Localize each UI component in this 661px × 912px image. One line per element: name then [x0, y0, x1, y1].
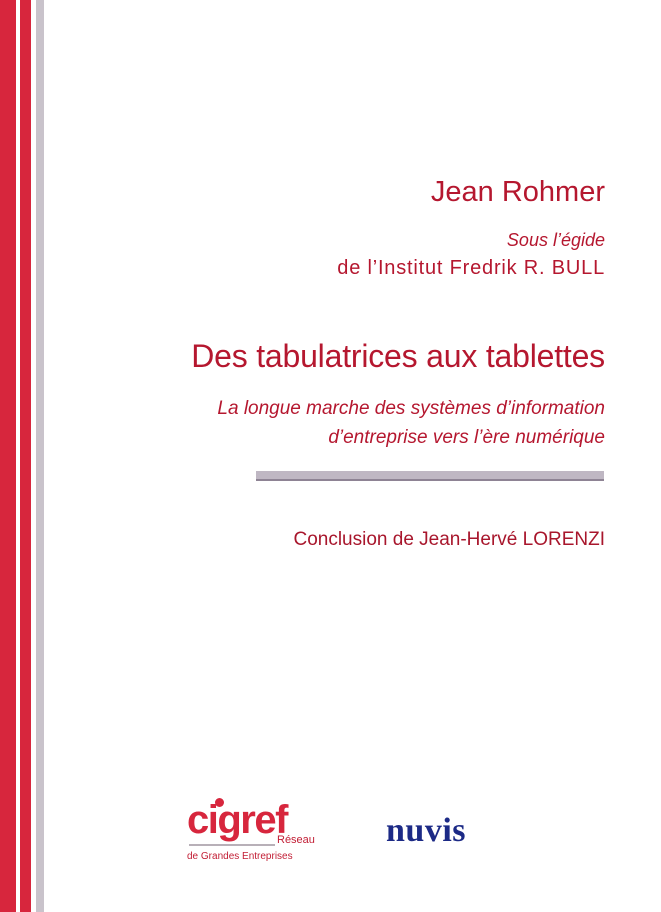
- conclusion-credit: Conclusion de Jean-Hervé LORENZI: [293, 529, 605, 550]
- cigref-wordmark: cigref: [187, 798, 287, 842]
- divider-rule: [256, 471, 604, 481]
- cigref-logo: [187, 798, 319, 872]
- left-red-stripe: [0, 0, 16, 912]
- cigref-tagline-2: de Grandes Entreprises: [187, 851, 293, 862]
- under-aegis: Sous l’égide: [506, 230, 605, 250]
- left-grey-stripe: [36, 0, 44, 912]
- left-red-stripe-2: [20, 0, 31, 912]
- cigref-underline: [189, 844, 275, 846]
- institute-name: de l’Institut Fredrik R. BULL: [337, 257, 605, 279]
- subtitle-line-1: La longue marche des systèmes d’information: [217, 398, 605, 419]
- cigref-tagline-1: Réseau: [277, 834, 315, 846]
- book-title: Des tabulatrices aux tablettes: [191, 338, 605, 374]
- nuvis-logo: nuvis: [386, 812, 466, 849]
- author-name: Jean Rohmer: [430, 176, 605, 208]
- subtitle-line-2: d’entreprise vers l’ère numérique: [328, 427, 605, 448]
